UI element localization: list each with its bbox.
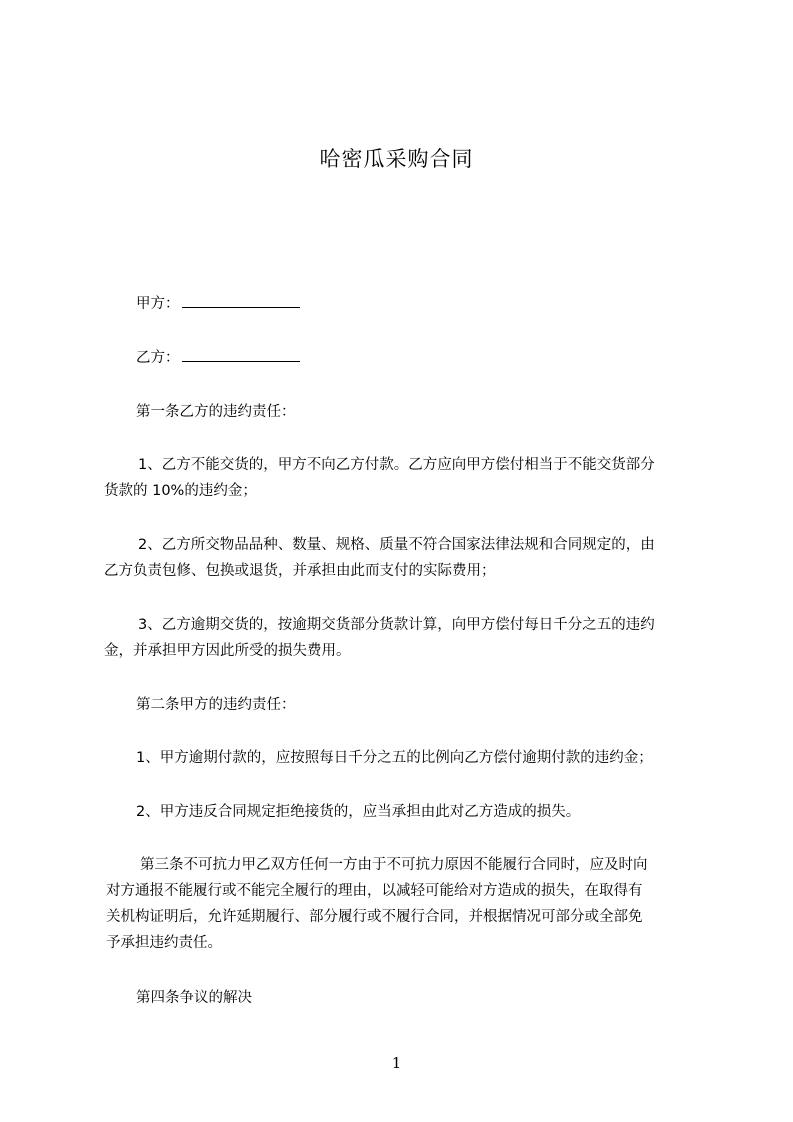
article1-item3-line2: 金，并承担甲方因此所受的损失费用。 (104, 643, 351, 659)
article2-item2: 2、甲方违反合同规定拒绝接货的，应当承担由此对乙方造成的损失。 (136, 804, 581, 820)
party-b-line (136, 346, 300, 367)
article1-heading: 第一条乙方的违约责任： (136, 404, 296, 420)
article3-line1: 第三条不可抗力甲乙双方任何一方由于不可抗力原因不能履行合同时，应及时向 (140, 857, 648, 873)
article2-item1: 1、甲方逾期付款的，应按照每日千分之五的比例向乙方偿付逾期付款的违约金； (136, 750, 653, 766)
party-b-blank (182, 347, 300, 362)
article3-line3: 关机构证明后，允许延期履行、部分履行或不履行合同，并根据情况可部分或全部免 (106, 909, 643, 925)
article4-heading: 第四条争议的解决 (136, 990, 252, 1006)
party-b-label: 乙方： (136, 350, 180, 366)
party-a-blank (182, 293, 300, 308)
article3-line2: 对方通报不能履行或不能完全履行的理由，以减轻可能给对方造成的损失，在取得有 (106, 883, 643, 899)
page-number: 1 (391, 1054, 402, 1072)
article1-item1-line2: 货款的 10%的违约金； (104, 483, 257, 499)
article1-item2-line2: 乙方负责包修、包换或退货，并承担由此而支付的实际费用； (104, 563, 496, 579)
article3-line4: 予承担违约责任。 (106, 935, 222, 951)
document-title: 哈密瓜采购合同 (319, 147, 474, 171)
article1-item2-line1: 2、乙方所交物品品种、数量、规格、质量不符合国家法律法规和合同规定的，由 (138, 537, 655, 553)
party-a-label: 甲方： (136, 296, 180, 312)
article2-heading: 第二条甲方的违约责任： (136, 697, 296, 713)
party-a-line (136, 292, 300, 313)
article1-item3-line1: 3、乙方逾期交货的，按逾期交货部分货款计算，向甲方偿付每日千分之五的违约 (138, 617, 655, 633)
article1-item1-line1: 1、乙方不能交货的，甲方不向乙方付款。乙方应向甲方偿付相当于不能交货部分 (138, 457, 655, 473)
